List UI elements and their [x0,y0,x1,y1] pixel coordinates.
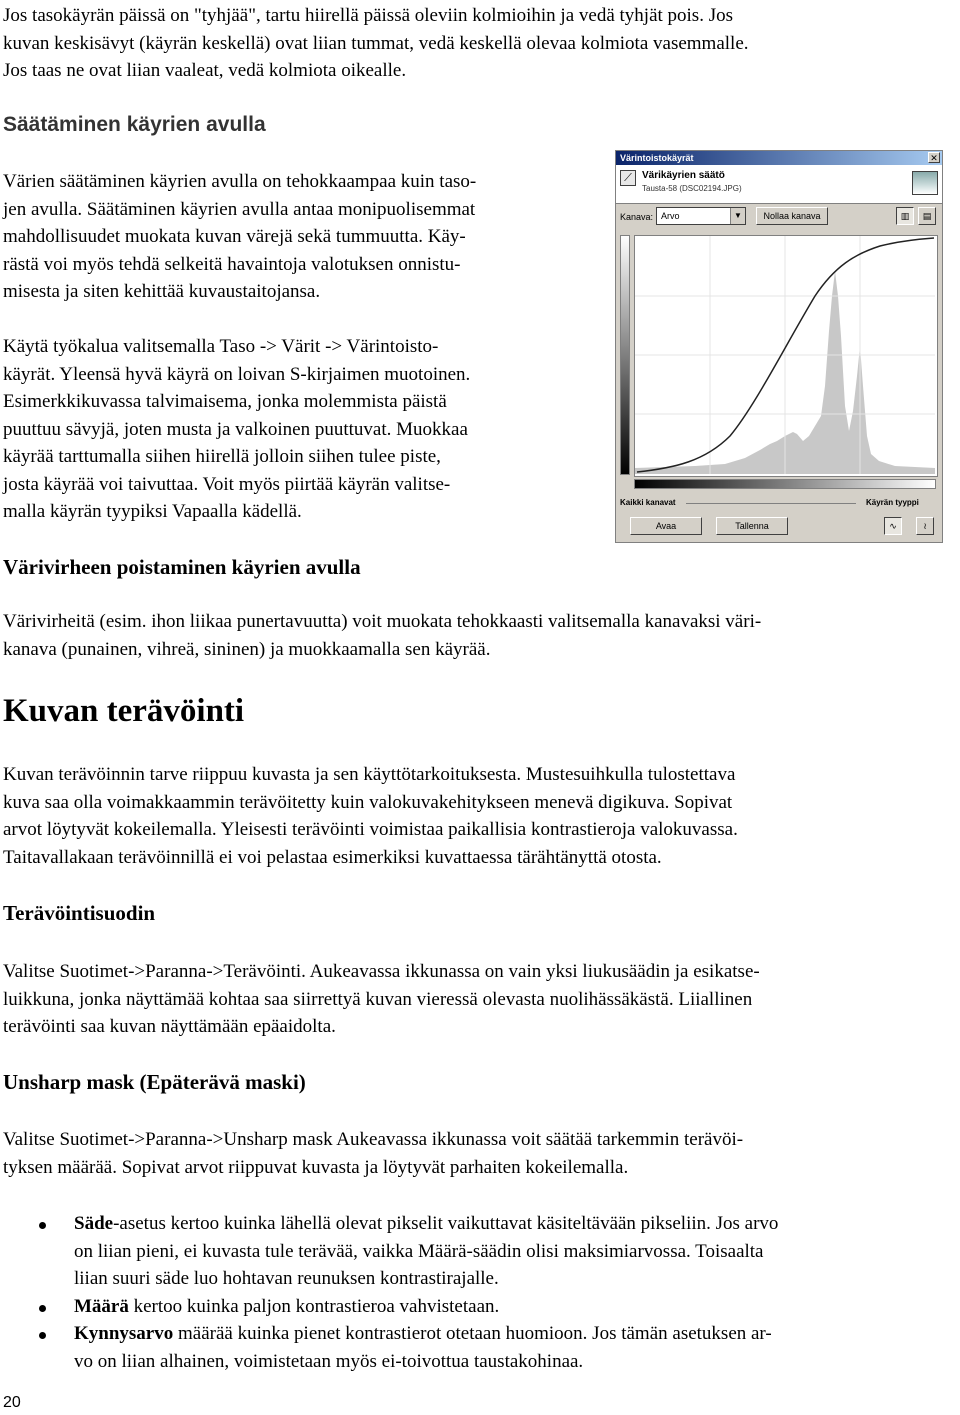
text-line: kertoo kuinka paljon kontrastieroa vahvistetaan. [128,1295,500,1317]
curve-type-label: Käyrän tyyppi [866,498,919,507]
bullet-icon [39,1222,46,1229]
sharpen-heading: Kuvan terävöinti [3,693,245,729]
unsharp-paragraph [3,1126,743,1181]
curves-tool-icon: ⟋ [620,170,636,186]
curve-graph[interactable] [634,235,938,477]
bullet-term: Säde [74,1213,114,1234]
text-line: rästä voi myös tehdä selkeitä havaintoja valotuksen onnistu- [3,253,461,275]
text-line: Värien säätäminen käyrien avulla on tehokkaampaa kuin taso- [3,171,477,192]
text-line: Värivirheitä (esim. ihon liikaa punertavuutta) voit muokata tehokkaasti valitsemalla kanavaksi väri- [3,611,762,632]
bullet-term: Määrä [74,1295,129,1317]
text-line: misesta ja siten kehittää kuvaustaitojansa. [3,281,321,302]
bullet-list [3,1210,960,1375]
filter-heading: Terävöintisuodin [3,901,156,925]
dialog-title: Värintoistokäyrät [616,151,942,165]
page-number: 20 [3,1394,21,1411]
reset-channel-button[interactable]: Nollaa kanava [756,207,828,225]
text-line: puuttuu sävyjä, joten musta ja valkoinen puuttuvat. Muokkaa [3,418,468,440]
text-line: Valitse Suotimet->Paranna->Unsharp mask Aukeavassa ikkunassa voit säätää tarkemmin terävöi- [3,1129,744,1150]
horizontal-gradient-bar [634,479,936,489]
text-line: Esimerkkikuvassa talvimaisema, jonka molemmista päistä [3,391,447,412]
image-thumbnail [912,171,938,195]
text-line: kanava (punainen, vihreä, sininen) ja muokkaamalla sen käyrää. [3,638,491,660]
list-item [3,1293,960,1321]
bullet-term: Kynnysarvo [74,1323,174,1344]
text-line: mahdollisuudet muokata kuvan värejä sekä tummuutta. Käy- [3,226,466,247]
text-line: Kuvan terävöinnin tarve riippuu kuvasta ja sen käyttötarkoituksesta. Mustesuihkulla tulostettava [3,764,736,785]
chevron-down-icon: ▼ [730,208,745,224]
dialog-header-title: Värikäyrien säätö [642,170,725,181]
text-line: määrää kuinka pienet kontrastierot otetaan huomioon. Jos tämän asetuksen ar- [173,1323,772,1344]
text-line: Jos taas ne ovat liian vaaleat, vedä kolmiota oikealle. [3,60,407,81]
channel-label: Kanava: [620,212,654,222]
text-line: Käytä työkalua valitsemalla Taso -> Värit -> Värintoisto- [3,336,439,357]
text-line: jen avulla. Säätäminen käyrien avulla antaa monipuolisemmat [3,198,476,220]
text-line: -asetus kertoo kuinka lähellä olevat pikselit vaikuttavat käsiteltävään pikseliin. Jos arvo [113,1213,779,1234]
curves-heading: Säätäminen käyrien avulla [3,113,266,136]
close-icon[interactable]: ✕ [928,152,940,163]
open-button[interactable]: Avaa [630,517,702,535]
text-line: kuva saa olla voimakkaammin terävöitetty kuin valokuvakehitykseen menevä digikuva. Sopivat [3,791,733,813]
curves-paragraph-1 [3,168,476,306]
text-line: arvot löytyvät kokeilemalla. Yleisesti terävöinti voimistaa paikallisia kontrastieroja valokuvassa. [3,819,738,840]
text-line: luikkuna, jonka näyttämää kohtaa saa siirrettyä kuvan vieressä olevasta nuolihässäkästä. Liiallinen [3,988,753,1010]
smooth-curve-icon[interactable]: ∿ [884,517,902,535]
text-line: käyrää tarttumalla siihen hiirellä jolloin siihen tulee piste, [3,446,441,467]
dialog-header-subtitle: Tausta-58 (DSC02194.JPG) [642,184,742,193]
bullet-icon [39,1305,46,1312]
curves-paragraph-2 [3,333,470,526]
text-line: on liian pieni, ei kuvasta tule terävää, vaikka Määrä-säädin olisi maksimiarvossa. Toisaalta [74,1240,764,1262]
all-channels-label: Kaikki kanavat [620,498,676,507]
text-line: vo on liian alhainen, voimistetaan myös ei-toivottua taustakohinaa. [74,1350,584,1372]
text-line: liian suuri säde luo hohtavan reunuksen kontrastirajalle. [74,1268,499,1289]
text-line: malla käyrän tyypiksi Vapaalla kädellä. [3,501,302,522]
channel-select[interactable] [656,207,746,225]
text-line: terävöinti saa kuvan näyttämään epäaidolta. [3,1016,336,1037]
filter-paragraph [3,958,760,1041]
text-line: käyrät. Yleensä hyvä käyrä on loivan S-kirjaimen muotoinen. [3,363,471,385]
text-line: josta käyrää voi taivuttaa. Voit myös piirtää käyrän valitse- [3,473,451,495]
vertical-gradient-bar [620,235,630,475]
list-item [3,1210,960,1293]
text-line: kuvan keskisävyt (käyrän keskellä) ovat liian tummat, vedä keskellä olevaa kolmiota vasemmalle. [3,32,749,54]
bullet-icon [39,1332,46,1339]
freehand-curve-icon[interactable]: ≀ [916,517,934,535]
text-line: Taitavallakaan terävöinnillä ei voi pelastaa esimerkiksi kuvattaessa tärähtänyttä otosta. [3,846,662,868]
text-line: tyksen määrää. Sopivat arvot riippuvat kuvasta ja löytyvät parhaiten kokeilemalla. [3,1156,629,1178]
colorfix-heading: Värivirheen poistaminen käyrien avulla [3,555,361,579]
list-item [3,1320,960,1375]
save-button[interactable]: Tallenna [716,517,788,535]
channel-value: Arvo [661,211,680,221]
text-line: Valitse Suotimet->Paranna->Terävöinti. Aukeavassa ikkunassa on vain yksi liukusäädin ja esikatse- [3,961,760,982]
colorfix-paragraph [3,608,761,663]
linear-histogram-icon[interactable]: ▥ [896,207,914,225]
curve-graph-svg [635,236,935,474]
log-histogram-icon[interactable]: ▤ [918,207,936,225]
text-line: Jos tasokäyrän päissä on "tyhjää", tartu hiirellä päissä oleviin kolmioihin ja vedä tyhjät pois. Jos [3,5,733,26]
dialog-header [616,165,942,204]
curves-dialog-screenshot [615,150,943,543]
sharpen-paragraph [3,761,738,871]
divider [686,503,856,504]
intro-paragraph [3,2,749,85]
unsharp-heading: Unsharp mask (Epäterävä maski) [3,1070,306,1094]
grid [635,236,935,474]
